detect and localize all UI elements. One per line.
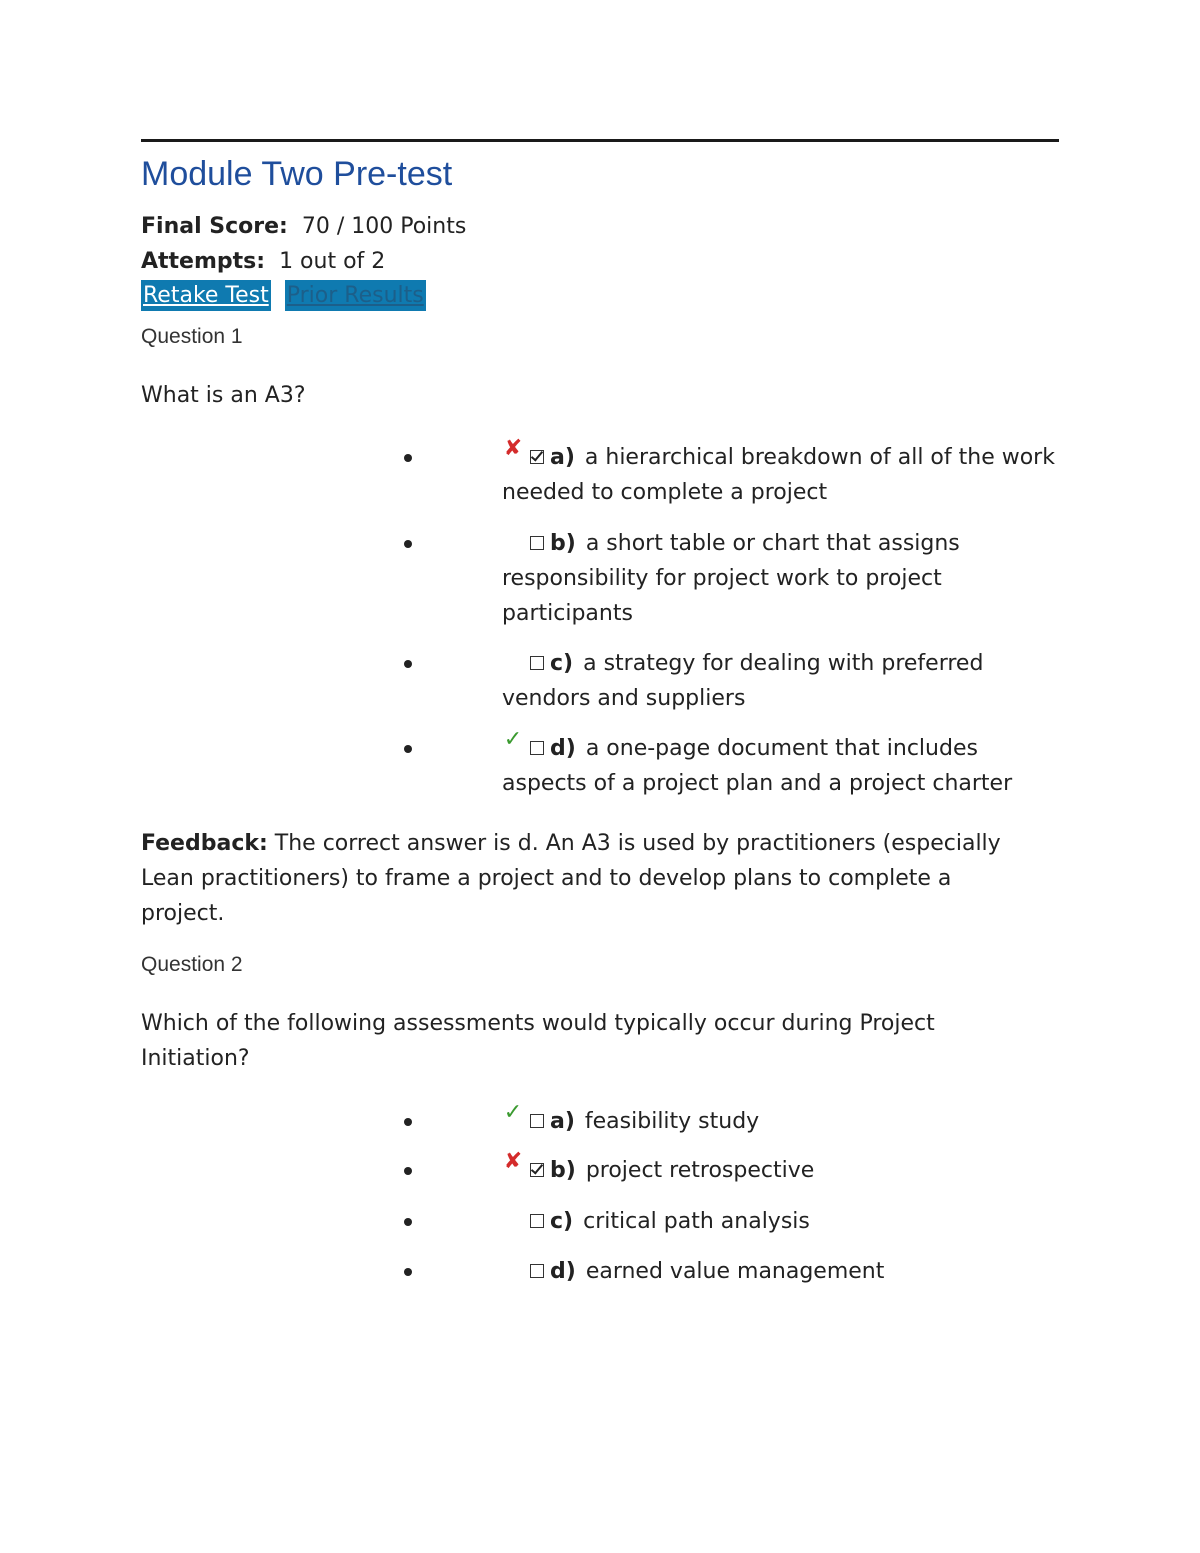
final-score-label: Final Score:: [141, 214, 288, 239]
bullet: [404, 745, 412, 753]
bullet: [404, 1167, 412, 1175]
bullet: [404, 1268, 412, 1276]
attempts-value: 1 out of 2: [279, 249, 386, 274]
q1-answer-b[interactable]: [502, 526, 1062, 631]
checkbox-icon[interactable]: [530, 1214, 544, 1228]
answer-text: a one-page document that includes aspects of a project plan and a project charter: [502, 736, 1013, 796]
answer-text: a strategy for dealing with preferred vendors and suppliers: [502, 651, 984, 711]
header-rule: [141, 139, 1059, 142]
question-1-text: What is an A3?: [141, 383, 306, 408]
retake-test-button[interactable]: Retake Test: [141, 280, 271, 311]
answer-text: critical path analysis: [583, 1209, 810, 1234]
x-mark-icon: ✘: [503, 1149, 523, 1174]
answer-letter: b): [550, 531, 576, 556]
checkbox-icon[interactable]: [530, 1264, 544, 1278]
answer-text: a short table or chart that assigns responsibility for project work to project participants: [502, 531, 960, 626]
checkbox-icon[interactable]: [530, 656, 544, 670]
check-mark-icon: ✓: [503, 1100, 523, 1125]
page-title: Module Two Pre-test: [141, 155, 453, 193]
checkbox-icon[interactable]: [530, 741, 544, 755]
answer-letter: c): [550, 1209, 574, 1234]
question-1-label: Question 1: [141, 325, 243, 348]
bullet: [404, 540, 412, 548]
answer-letter: a): [550, 1109, 575, 1134]
answer-letter: d): [550, 736, 576, 761]
bullet: [404, 1218, 412, 1226]
checkbox-icon[interactable]: [530, 1163, 544, 1177]
question-1-feedback: [141, 826, 1041, 931]
bullet: [404, 660, 412, 668]
attempts-label: Attempts:: [141, 249, 266, 274]
answer-text: project retrospective: [585, 1158, 815, 1183]
final-score: [141, 212, 466, 242]
checkbox-icon[interactable]: [530, 536, 544, 550]
final-score-value: 70 / 100 Points: [301, 214, 467, 239]
q1-answer-a[interactable]: [502, 436, 1062, 510]
checkbox-icon[interactable]: [530, 1114, 544, 1128]
feedback-label: Feedback:: [141, 831, 268, 856]
q2-answer-c[interactable]: [502, 1204, 1062, 1239]
answer-letter: d): [550, 1259, 576, 1284]
answer-letter: c): [550, 651, 574, 676]
answer-text: feasibility study: [584, 1109, 760, 1134]
q1-answer-d[interactable]: [502, 727, 1062, 801]
x-mark-icon: ✘: [503, 436, 523, 461]
answer-text: earned value management: [585, 1259, 885, 1284]
check-mark-icon: ✓: [503, 727, 523, 752]
bullet: [404, 1118, 412, 1126]
q2-answer-b[interactable]: [502, 1149, 1062, 1188]
bullet: [404, 454, 412, 462]
action-buttons: [141, 280, 426, 311]
answer-letter: b): [550, 1158, 576, 1183]
feedback-text: The correct answer is d. An A3 is used by practitioners (especially Lean practitioners) to frame a project and to develop plans to complete a project.: [141, 831, 1001, 926]
attempts: [141, 247, 385, 277]
checkbox-icon[interactable]: [530, 450, 544, 464]
q1-answer-c[interactable]: [502, 646, 1062, 716]
q2-answer-d[interactable]: [502, 1254, 1062, 1289]
q2-answer-a[interactable]: [502, 1100, 1062, 1139]
prior-results-button[interactable]: Prior Results: [285, 280, 426, 311]
question-2-label: Question 2: [141, 953, 243, 976]
answer-letter: a): [550, 445, 575, 470]
answer-text: a hierarchical breakdown of all of the work needed to complete a project: [502, 445, 1055, 505]
question-2-text: Which of the following assessments would typically occur during Project Initiation?: [141, 1011, 935, 1071]
